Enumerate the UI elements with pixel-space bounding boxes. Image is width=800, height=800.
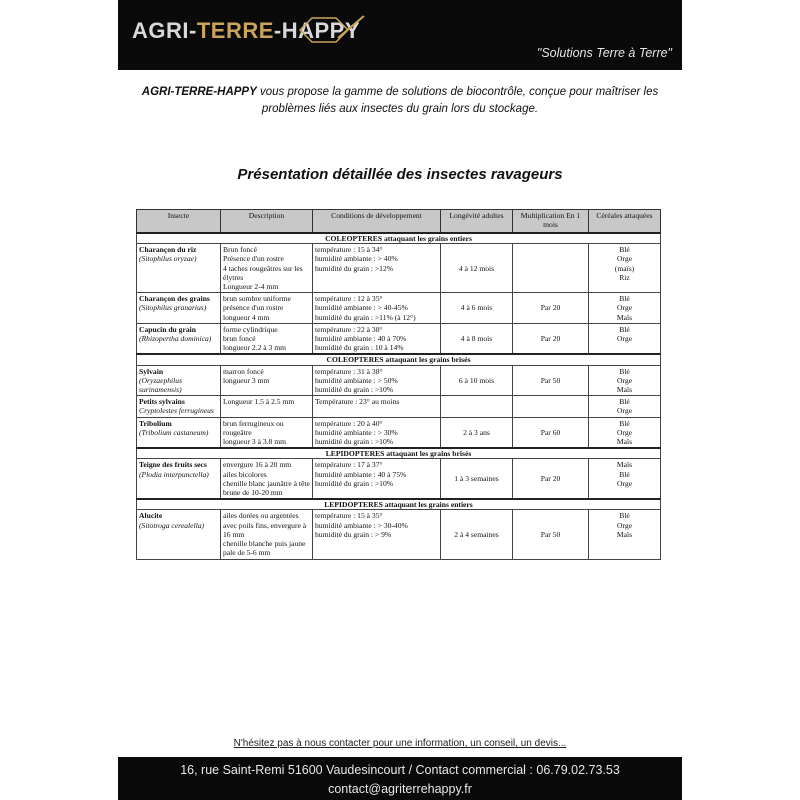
cell-line: Orge [616,334,633,344]
table-row [137,293,661,324]
insects-table [136,209,661,560]
cell-line: humidité du grain : >10% [315,437,394,447]
col-header: Insecte [137,210,221,234]
footer-address: 16, rue Saint-Remi 51600 Vaudesincourt / Contact commercial : 06.79.02.73.53 [180,763,620,777]
cell-line: Maïs [616,437,633,447]
conditions-cell [313,323,441,354]
footer-banner [118,757,682,800]
cereals-cell [589,396,661,417]
col-header: Description [221,210,313,234]
insect-scientific-name: (Sitophilus oryzae) [139,254,197,264]
cell-line: humidité du grain : >10% [315,385,394,395]
cell-line: Riz [619,272,630,282]
cell-line: longueur 3 à 3.8 mm [223,437,287,447]
cell-line: humidité du grain : >12% [315,263,394,273]
cell-line: température : 15 à 35° [315,511,383,521]
insect-cell [137,510,221,559]
cell-line: humidité ambiante : > 30-40% [315,520,408,530]
header-banner [118,0,682,70]
cell-line: Blé [619,469,630,479]
multiplication-cell: Par 20 [513,293,589,324]
cell-line: température : 15 à 34° [315,245,383,255]
cell-line: marron foncé [223,366,264,376]
col-header: Conditions de développement [313,210,441,234]
conditions-cell [313,244,441,293]
cell-line: 4 taches rougeâtres sur les élytres [223,263,303,282]
table-row [137,459,661,499]
cell-line: humidité ambiante : 40 à 70% [315,334,407,344]
cell-line: Longueur 2-4 mm [223,282,279,292]
table-row [137,510,661,559]
cell-line: humidité du grain : > 9% [315,529,392,539]
cell-line: température : 20 à 40° [315,418,383,428]
section-row [137,233,661,244]
longevity-cell: 1 à 3 semaines [441,459,513,499]
longevity-cell: 4 à 12 mois [441,244,513,293]
insect-name: Teigne des fruits secs [139,460,207,470]
description-cell [221,293,313,324]
table-row [137,417,661,448]
insect-name: Tribolium [139,418,172,428]
cell-line: chenille blanc jaunâtre à tête brune de 10-20 mm [223,478,310,498]
insect-name: Charançon des grains [139,294,210,304]
cell-line: longueur 4 mm [223,312,270,322]
description-cell [221,459,313,499]
cell-line: Blé [619,511,630,521]
cell-line: Blé [619,245,630,255]
longevity-cell: 2 à 4 semaines [441,510,513,559]
cell-line: Blé [619,366,630,376]
cell-line: Orge [616,406,633,416]
description-cell [221,244,313,293]
insect-cell [137,459,221,499]
cell-line: Orge [616,520,633,530]
longevity-cell: 6 à 10 mois [441,365,513,396]
section-title: LEPIDOPTERES attaquant les grains entiers [137,499,661,510]
conditions-cell [313,510,441,559]
longevity-cell: 4 à 8 mois [441,323,513,354]
document-page [118,0,682,800]
insect-cell [137,417,221,448]
cereals-cell [589,417,661,448]
cell-line: Température : 23° au moins [315,397,400,407]
cell-line: brun ferrugineux ou rougeâtre [223,418,284,437]
cell-line: Brun foncé [223,245,257,255]
cell-line: humidité ambiante : > 50% [315,375,398,385]
insect-cell [137,396,221,417]
cell-line: Maïs [616,460,633,470]
cell-line: humidité du grain : 10 à 14% [315,343,404,353]
cell-line: Présence d'un rostre [223,254,284,264]
cell-line: Blé [619,397,630,407]
insect-scientific-name: (Rhizopertha dominica) [139,334,212,344]
cell-line: forme cylindrique [223,324,278,334]
insect-name: Capucin du grain [139,324,196,334]
logo-swoosh-icon [294,12,368,48]
section-row [137,448,661,459]
cell-line: brun sombre uniforme [223,294,291,304]
insect-name: Charançon du riz [139,245,197,255]
section-title: LEPIDOPTERES attaquant les grains brisés [137,448,661,459]
cell-line: humidité ambiante : > 40% [315,254,398,264]
conditions-cell [313,293,441,324]
insect-scientific-name: (Sitotroga cerealella) [139,520,205,530]
cell-line: température : 31 à 38° [315,366,383,376]
col-header: Longévité adultes [441,210,513,234]
cell-line: température : 17 à 37° [315,460,383,470]
multiplication-cell: Par 50 [513,510,589,559]
cell-line: Maïs [616,385,633,395]
insect-name: Alucite [139,511,163,521]
tagline: "Solutions Terre à Terre" [536,46,672,60]
conditions-cell [313,417,441,448]
cell-line: envergure 16 à 20 mm [223,460,292,470]
cell-line: brun foncé [223,334,256,344]
multiplication-cell: Par 20 [513,459,589,499]
insect-cell [137,365,221,396]
insect-scientific-name: (Sitophilus granarius) [139,303,207,313]
cell-line: Orge [616,254,633,264]
conditions-cell [313,365,441,396]
conditions-cell [313,459,441,499]
cell-line: humidité du grain : >10% [315,478,394,488]
cell-line: ailes bicolores [223,469,267,479]
conditions-cell [313,396,441,417]
section-title: COLEOPTERES attaquant les grains entiers [137,233,661,244]
multiplication-cell [513,244,589,293]
brand-logo: AGRI-TERRE-HAPPY [132,18,361,43]
cell-line: longueur 3 mm [223,375,270,385]
cell-line: température : 22 à 38° [315,324,383,334]
cereals-cell [589,244,661,293]
multiplication-cell: Par 50 [513,365,589,396]
insect-cell [137,293,221,324]
table-row [137,244,661,293]
cell-line: Blé [619,294,630,304]
cereals-cell [589,365,661,396]
description-cell [221,510,313,559]
intro-paragraph [138,84,662,118]
cell-line: humidité ambiante : > 30% [315,427,398,437]
cereals-cell [589,293,661,324]
cell-line: présence d'un rostre [223,303,284,313]
cell-line: chenille blanche puis jaune pale de 5-6 mm [223,539,306,558]
insect-scientific-name: (Plodia interpunctella) [139,469,209,479]
cereals-cell [589,459,661,499]
insect-cell [137,323,221,354]
insects-table-wrapper [136,209,660,560]
multiplication-cell: Par 60 [513,417,589,448]
multiplication-cell [513,396,589,417]
contact-prompt: N'hésitez pas à nous contacter pour une information, un conseil, un devis... [233,738,567,749]
cell-line: (maïs) [614,263,635,273]
cell-line: ailes dorées ou argentées avec poils fins, envergure à 16 mm [223,511,307,539]
insect-scientific-name: (Tribolium castaneum) [139,427,209,437]
table-row [137,396,661,417]
description-cell [221,323,313,354]
section-title: COLEOPTERES attaquant les grains brisés [137,354,661,365]
insect-name: Petits sylvains [139,397,185,407]
description-cell [221,396,313,417]
insect-scientific-name: Cryptolestes ferrugineus [139,406,214,416]
longevity-cell: 2 à 3 ans [441,417,513,448]
section-row [137,499,661,510]
cell-line: Blé [619,418,630,428]
footer-email[interactable]: contact@agriterrehappy.fr [328,782,472,796]
table-header-row [137,210,661,234]
cell-line: Orge [616,478,633,488]
cell-line: humidité ambiante : > 40-45% [315,303,408,313]
description-cell [221,417,313,448]
insect-scientific-name: (Oryzaephilus surinamensis) [139,375,183,395]
page-title: Présentation détaillée des insectes ravageurs [237,166,563,183]
cereals-cell [589,510,661,559]
col-header: Multiplication En 1 mois [513,210,589,234]
cell-line: température : 12 à 35° [315,294,383,304]
cell-line: humidité du grain : >11% (à 12°) [315,312,416,322]
table-row [137,365,661,396]
cell-line: Orge [616,303,633,313]
cell-line: Blé [619,324,630,334]
cell-line: longueur 2.2 à 3 mm [223,343,287,353]
cereals-cell [589,323,661,354]
col-header: Céréales attaquées [589,210,661,234]
description-cell [221,365,313,396]
intro-text: vous propose la gamme de solutions de biocontrôle, conçue pour maîtriser les problèmes liés aux insectes du grain lors du stockage. [256,86,659,115]
section-row [137,354,661,365]
cell-line: Maïs [616,529,633,539]
insect-name: Sylvain [139,366,164,376]
cell-line: Longueur 1.5 à 2.5 mm [223,397,295,407]
cell-line: Orge [616,427,633,437]
insect-cell [137,244,221,293]
longevity-cell [441,396,513,417]
intro-brand: AGRI-TERRE-HAPPY [141,86,257,98]
multiplication-cell: Par 20 [513,323,589,354]
table-row [137,323,661,354]
cell-line: humidité ambiante : 40 à 75% [315,469,407,479]
longevity-cell: 4 à 6 mois [441,293,513,324]
cell-line: Orge [616,375,633,385]
cell-line: Maïs [616,312,633,322]
